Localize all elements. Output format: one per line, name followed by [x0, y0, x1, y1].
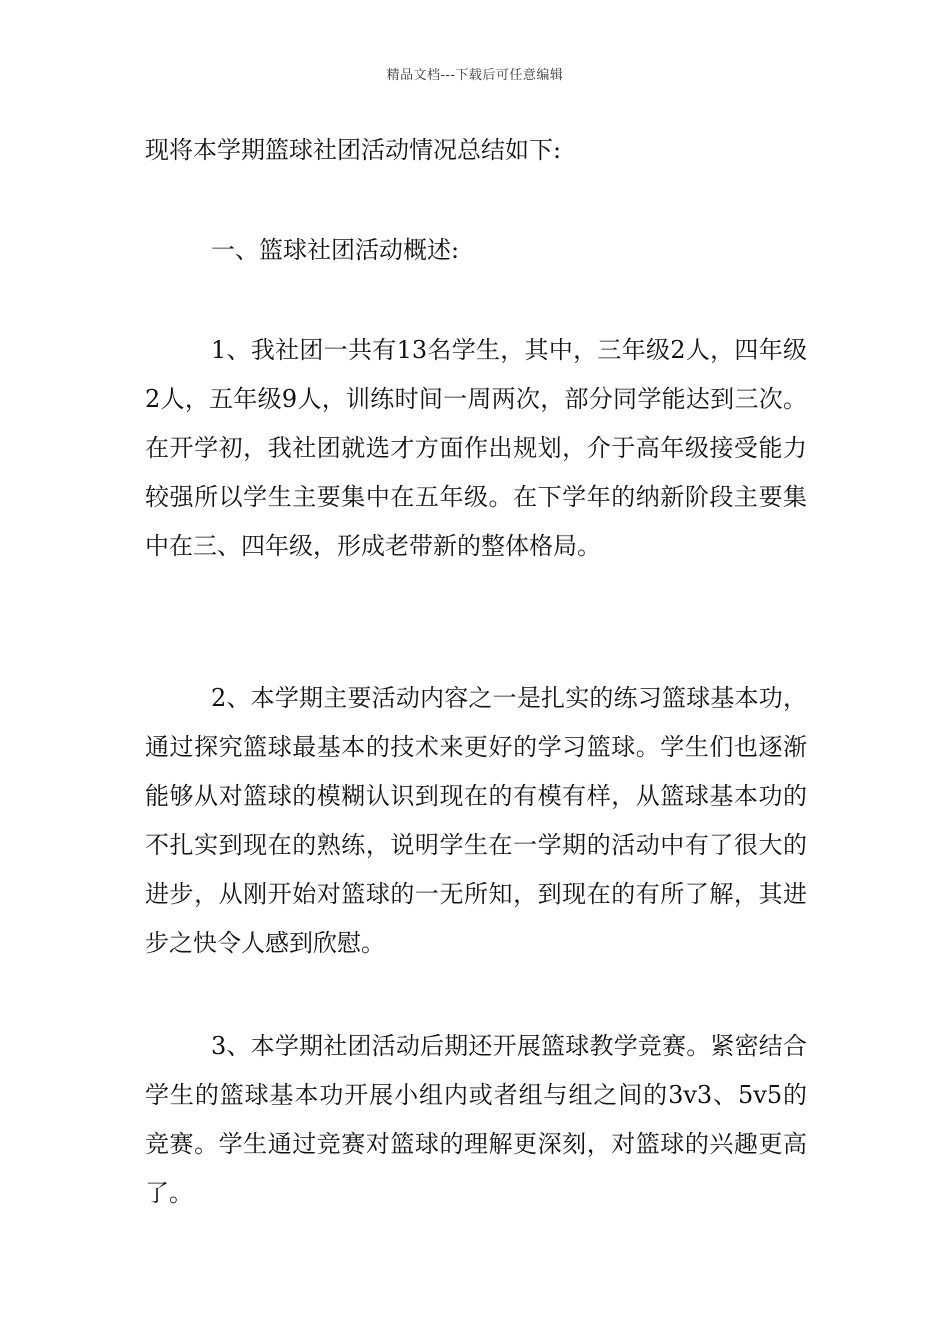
section-heading: 一、篮球社团活动概述: [211, 236, 460, 264]
paragraph-3: 3、本学期社团活动后期还开展篮球教学竞赛。紧密结合学生的篮球基本功开展小组内或者组与组之间的3v3、5v5的竞赛。学生通过竞赛对篮球的理解更深刻，对篮球的兴趣更高了。 [145, 1032, 807, 1207]
paragraph-2: 2、本学期主要活动内容之一是扎实的练习篮球基本功，通过探究篮球最基本的技术来更好的学习篮球。学生们也逐渐能够从对篮球的模糊认识到现在的有模有样，从篮球基本功的不扎实到现在的熟练，说明学生在一学期的活动中有了很大的进步，从刚开始对篮球的一无所知，到现在的有所了解，其进步之快令人感到欣慰。 [145, 684, 807, 957]
paragraph-1: 1、我社团一共有13名学生，其中，三年级2人，四年级2人，五年级9人，训练时间一周两次，部分同学能达到三次。在开学初，我社团就选才方面作出规划，介于高年级接受能力较强所以学生主要集中在五年级。在下学年的纳新阶段主要集中在三、四年级，形成老带新的整体格局。 [145, 336, 807, 560]
page-header: 精品文档---下载后可任意编辑 [386, 68, 564, 83]
intro-line: 现将本学期篮球社团活动情况总结如下: [145, 136, 562, 164]
